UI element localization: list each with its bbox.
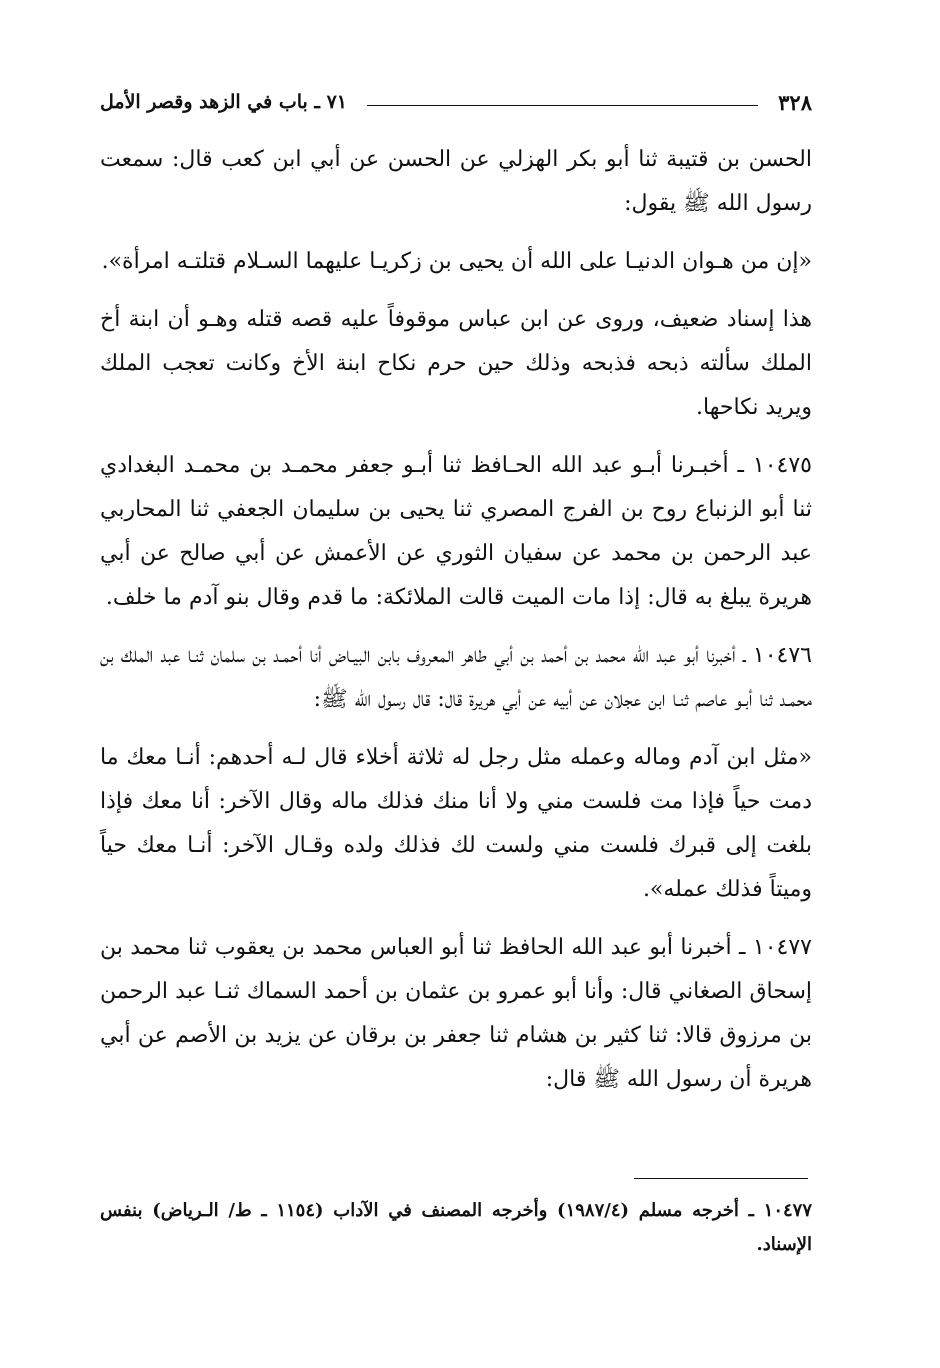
chapter-title: ٧١ ـ باب في الزهد وقصر الأمل <box>100 91 348 113</box>
hadith-entry: ١٠٤٧٥ ـ أخبـرنا أبـو عبد الله الحـافظ ثنا أبـو جعفر محمـد بن محمـد البغدادي ثنا أبو الزنباع روح بن الفرج المصري ثنا يحيى بن سليمان الجعفي ثنا المحاربي عبد الرحمن بن محمد عن سفيان الثوري عن الأعمش عن أبي صالح عن أبي هريرة يبلغ به قال: إذا مات الميت قالت الملائكة: ما قدم وقال بنو آدم ما خلف. <box>100 453 812 610</box>
paragraph: هذا إسناد ضعيف، وروى عن ابن عباس موقوفاً عليه قصه قتله وهـو أن ابنة أخ الملك سألته ذبحه فذبحه وذلك حين حرم نكاح ابنة الأخ وكانت تعجب الملك ويريد نكاحها. <box>100 307 812 420</box>
paragraph: «إن من هـوان الدنيـا على الله أن يحيى بن زكريـا عليهما السـلام قتلتـه امرأة». <box>101 249 812 274</box>
main-text <box>100 138 812 1116</box>
paragraph: «مثل ابن آدم وماله وعمله مثل رجل له ثلاثة أخلاء قال لـه أحدهم: أنـا معك ما دمت حياً فإذا مت فلست مني ولا أنا منك فذلك ماله وقال الآخر: أنا معك فإذا بلغت إلى قبرك فلست مني ولست لك فذلك ولده وقـال الآخر: أنـا معك حياً وميتاً فذلك عمله». <box>100 745 812 902</box>
header-rule <box>367 105 758 106</box>
hadith-entry: ١٠٤٧٧ ـ أخبرنا أبو عبد الله الحافظ ثنا أبو العباس محمد بن يعقوب ثنا محمد بن إسحاق الصغاني قال: وأنا أبو عمرو بن عثمان بن أحمد السماك ثنـا عبد الرحمن بن مرزوق قالا: ثنا كثير بن هشام ثنا جعفر بن برقان عن يزيد بن الأصم عن أبي هريرة أن رسول الله ﷺ قال: <box>100 935 812 1092</box>
paragraph: الحسن بن قتيبة ثنا أبو بكر الهزلي عن الحسن عن أبي ابن كعب قال: سمعت رسول الله ﷺ يقول: <box>100 147 812 216</box>
footnote-separator <box>634 1178 808 1179</box>
hadith-entry: ١٠٤٧٦ ـ أخبرنا أبو عبد الله محمد بن أحمد بن أبي طاهر المعروف بابن البيـاض أنا أحمـد بن سلمان ثنـا عبد الملك بن محمـد ثنا أبـو عاصم ثنـا ابن عجلان عن أبيه عن أبي هريرة قال: قال رسول الله ﷺ: <box>100 643 812 712</box>
page-number: ٣٢٨ <box>778 89 812 115</box>
running-header <box>100 86 812 118</box>
footnote: ١٠٤٧٧ ـ أخرجه مسلم (١٩٨٧/٤) وأخرجه المصنف في الآداب (١١٥٤ ـ ط/ الـرياض) بنفس الإسناد. <box>100 1200 812 1255</box>
